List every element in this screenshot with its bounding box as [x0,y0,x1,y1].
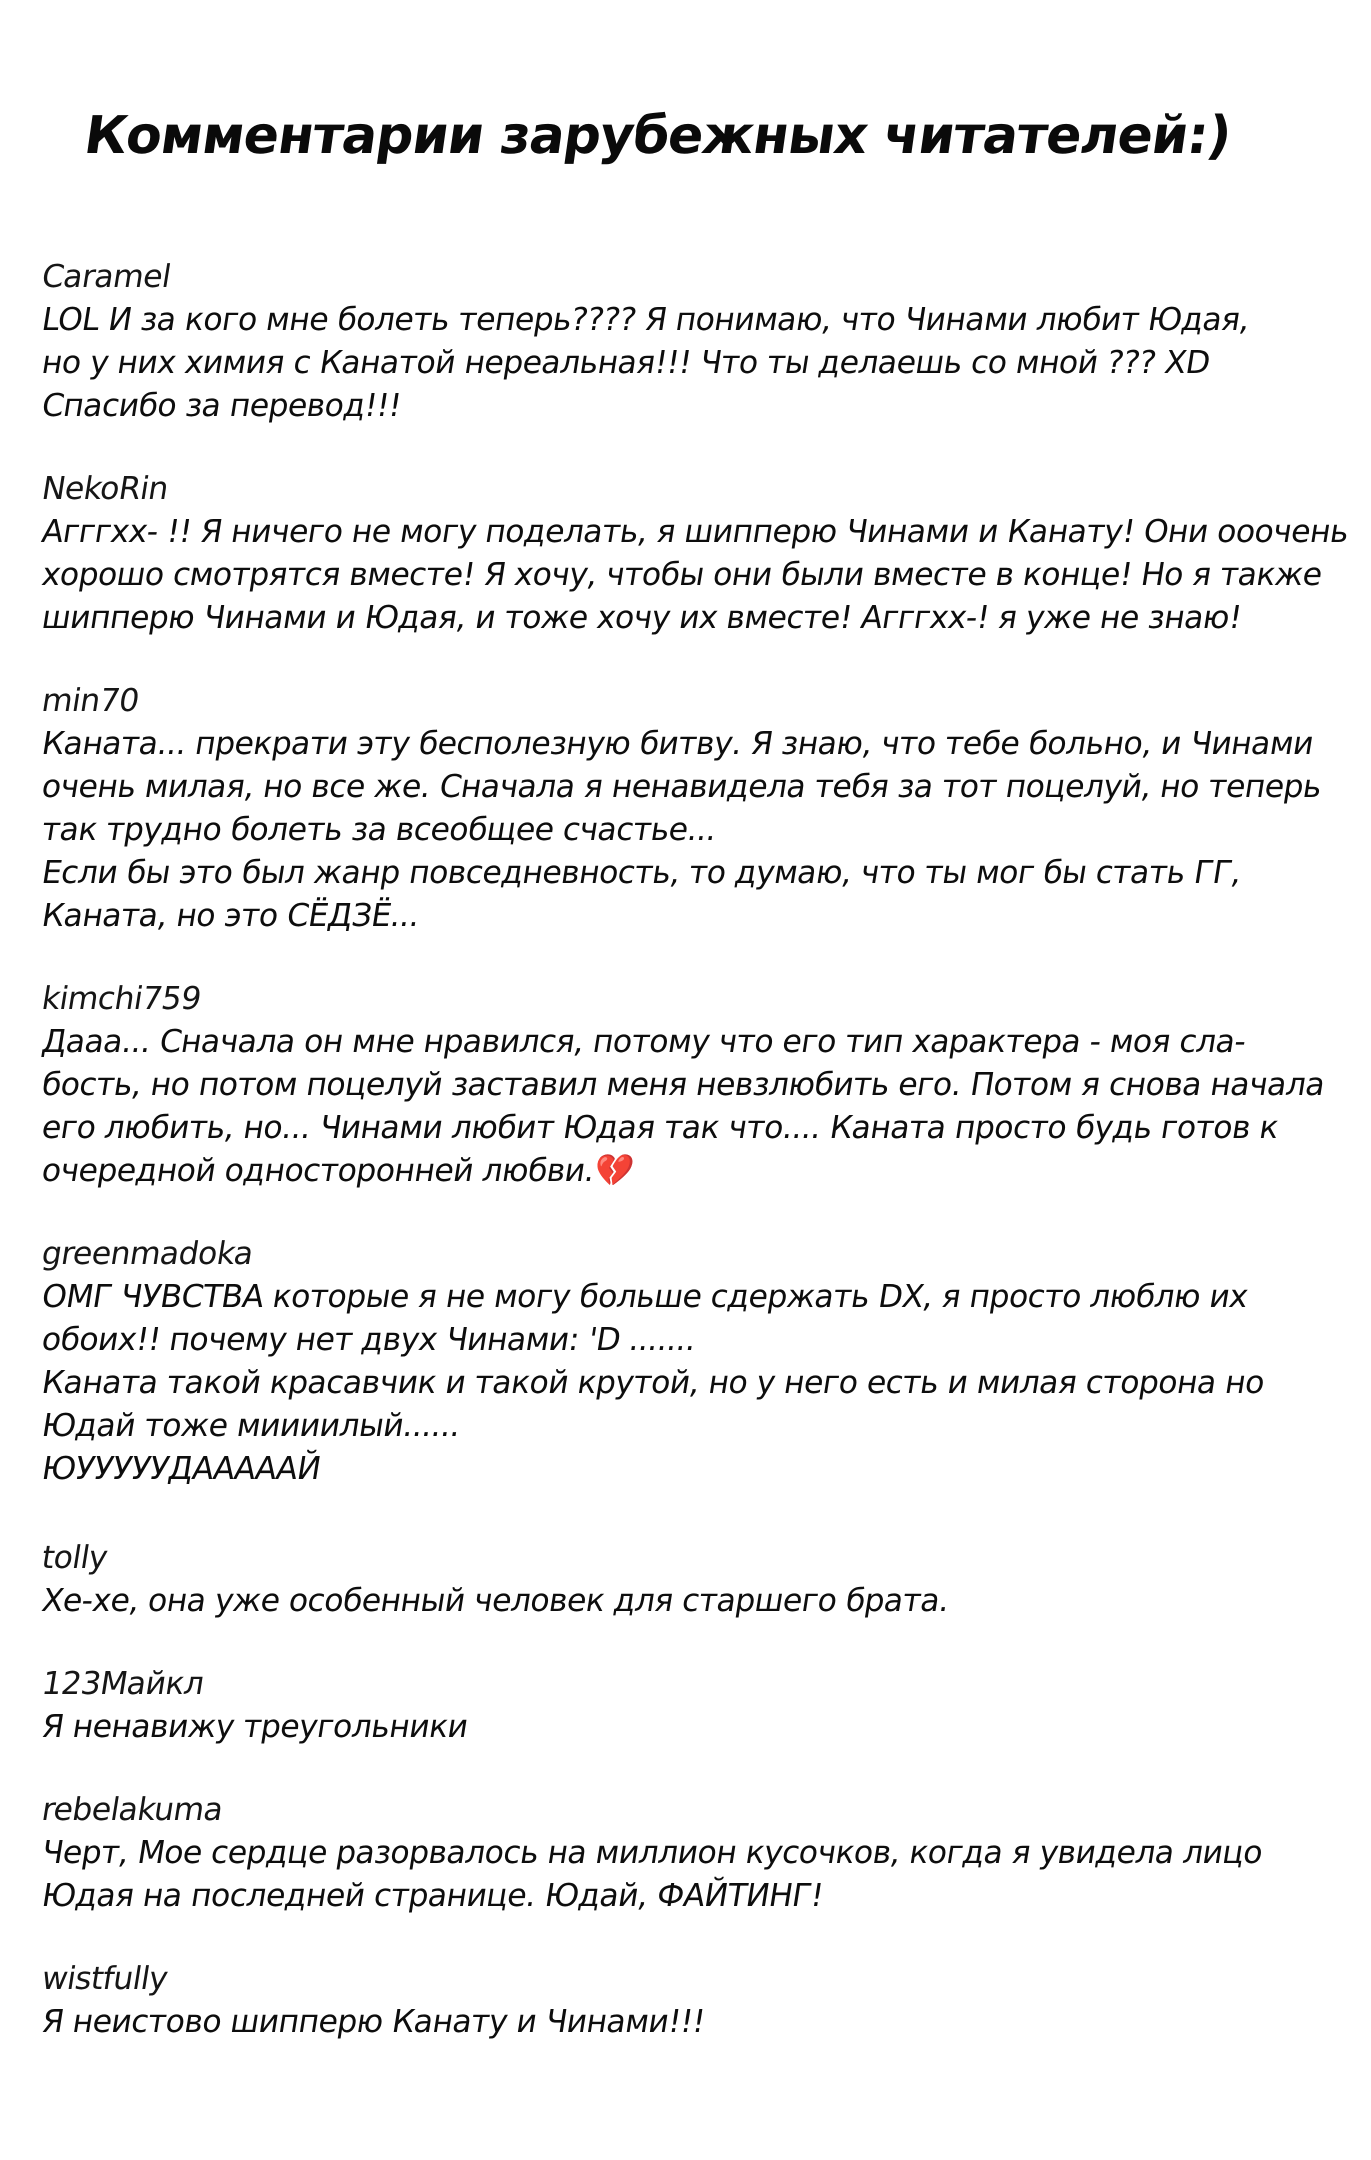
comment-text-line: Каната такой красавчик и такой крутой, но у него есть и милая сторона но [39,1365,1267,1401]
comment-text-line: обоих!! почему нет двух Чинами: 'D ....... [39,1322,699,1358]
comment-author: Caramel [39,259,174,295]
comment-text-line: Юдая на последней странице. Юдай, ФАЙТИНГ! [39,1878,826,1914]
comment-text-line: Юдай тоже миииилый...... [39,1408,463,1444]
page-title: Комментарии зарубежных читателей:) [80,106,1235,166]
comment-text-line: хорошо смотрятся вместе! Я хочу, чтобы они были вместе в конце! Но я также [39,557,1325,593]
comment-min70 [39,680,1342,938]
comment-text-line: очень милая, но все же. Сначала я ненавидела тебя за тот поцелуй, но теперь [39,769,1324,805]
comment-author: tolly [39,1540,110,1576]
comment-text-line: LOL И за кого мне болеть теперь???? Я понимаю, что Чинами любит Юдая, [39,302,1253,338]
comment-text-line: Дааа... Сначала он мне нравился, потому что его тип характера - моя сла- [39,1024,1249,1060]
comment-text-line: шипперю Чинами и Юдая, и тоже хочу их вместе! Агггхх-! я уже не знаю! [39,600,1244,636]
comment-text-line: Я ненавижу треугольники [39,1709,471,1745]
comment-nekorin [39,468,1351,640]
comment-caramel [39,256,1342,428]
comment-list [39,256,1351,2084]
comment-text-line: его любить, но... Чинами любит Юдая так что.... Каната просто будь готов к [39,1110,1281,1146]
comment-author: kimchi759 [39,981,204,1017]
comment-text-line: Каната, но это СЁДЗЁ... [39,898,422,934]
comment-author: NekoRin [39,471,171,507]
comment-author: 123Майкл [39,1666,207,1702]
comment-text-line: Спасибо за перевод!!! [39,388,404,424]
comment-kimchi759 [39,978,1342,1193]
comment-author: greenmadoka [39,1236,256,1272]
comment-author: wistfully [39,1961,171,1997]
comment-greenmadoka [39,1233,1342,1491]
comment-text-line: так трудно болеть за всеобщее счастье... [39,812,719,848]
comment-author: min70 [39,683,142,719]
comment-wistfully [39,1958,1342,2044]
comment-text-line: но у них химия с Канатой нереальная!!! Что ты делаешь со мной ??? XD [39,345,1213,381]
comment-author: rebelakuma [39,1792,226,1828]
comment-text-line: Если бы это был жанр повседневность, то думаю, что ты мог бы стать ГГ, [39,855,1244,891]
comment-123maikl [39,1663,1342,1749]
comment-text-line: ЮУУУУУДАААААЙ [39,1451,324,1487]
comment-text-line: ОМГ ЧУВСТВА которые я не могу больше сдержать DX, я просто люблю их [39,1279,1251,1315]
comment-text-line: Черт, Мое сердце разорвалось на миллион кусочков, когда я увидела лицо [39,1835,1265,1871]
comment-text-line: бость, но потом поцелуй заставил меня невзлюбить его. Потом я снова начала [39,1067,1328,1103]
comment-text-line: Агггхх- !! Я ничего не могу поделать, я шипперю Чинами и Канату! Они ооочень [39,514,1351,550]
comment-text-line: Хе-хе, она уже особенный человек для старшего брата. [39,1583,952,1619]
comment-text-line: Я неистово шипперю Канату и Чинами!!! [39,2004,708,2040]
comment-text-line: очередной односторонней любви.💔 [39,1153,636,1189]
comment-rebelakuma [39,1789,1342,1918]
comment-tolly [39,1537,1342,1623]
comment-text-line: Каната... прекрати эту бесполезную битву. Я знаю, что тебе больно, и Чинами [39,726,1316,762]
